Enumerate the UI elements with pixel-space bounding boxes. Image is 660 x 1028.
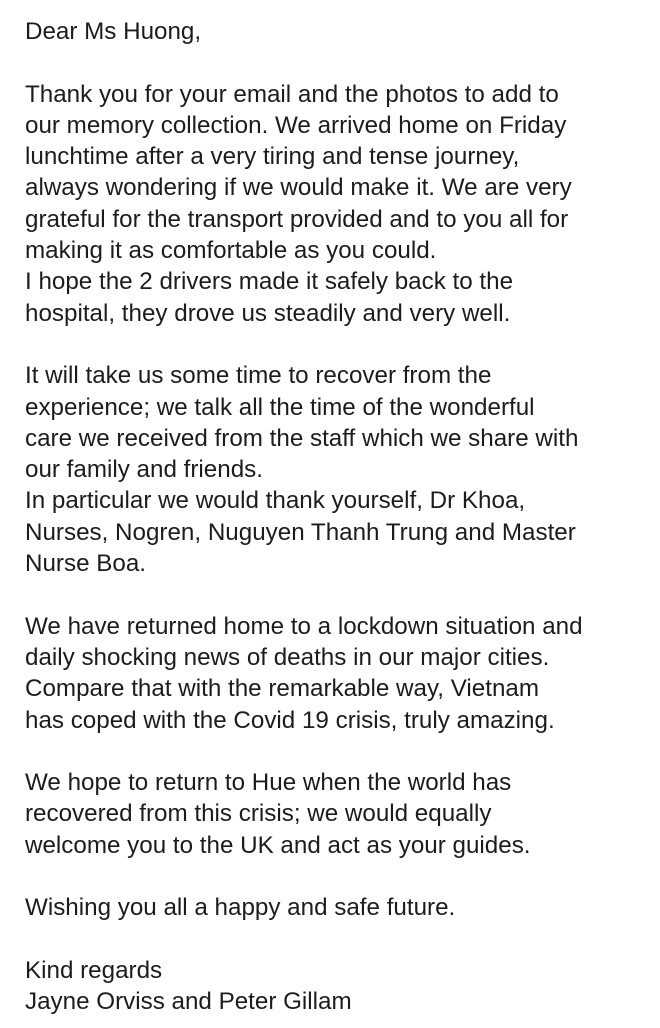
paragraph-gap [25,47,655,78]
text-line: welcome you to the UK and act as your guides. [25,831,531,859]
text-line: Nurses, Nogren, Nuguyen Thanh Trung and Master [25,518,576,546]
paragraph-lockdown [25,611,655,736]
text-line: lunchtime after a very tiring and tense journey, [25,143,520,171]
text-line: We have returned home to a lockdown situation and [25,612,583,640]
text-line: Wishing you all a happy and safe future. [25,894,456,922]
text-line: In particular we would thank yourself, Dr Khoa, [25,487,526,515]
text-line: grateful for the transport provided and to you all for [25,205,569,233]
paragraph-return [25,767,655,861]
text-line: our family and friends. [25,456,263,484]
paragraph-gap [25,924,655,955]
paragraph-gap [25,861,655,892]
signature: Jayne Orviss and Peter Gillam [25,988,352,1016]
text-line: making it as comfortable as you could. [25,237,437,265]
paragraph-recovery [25,360,655,579]
text-line: We hope to return to Hue when the world has [25,769,512,797]
text-line: Thank you for your email and the photos to add to [25,80,559,108]
text-line: Compare that with the remarkable way, Vietnam [25,675,539,703]
text-line: always wondering if we would make it. We are very [25,174,572,202]
paragraph-thanks [25,79,655,329]
paragraph-gap [25,579,655,610]
text-line: I hope the 2 drivers made it safely back to the [25,268,514,296]
paragraph-wishes [25,892,655,923]
text-line: It will take us some time to recover from the [25,362,492,390]
text-line: has coped with the Covid 19 crisis, truly amazing. [25,706,555,734]
text-line: our memory collection. We arrived home on Friday [25,111,567,139]
paragraph-gap [25,736,655,767]
text-line: care we received from the staff which we share with [25,424,579,452]
letter-body [25,16,655,1018]
text-line: Nurse Boa. [25,550,146,578]
greeting: Dear Ms Huong, [25,18,202,45]
text-line: daily shocking news of deaths in our major cities. [25,643,550,671]
paragraph-gap [25,329,655,360]
text-line: experience; we talk all the time of the wonderful [25,393,535,421]
text-line: hospital, they drove us steadily and very well. [25,299,511,327]
closing: Kind regards [25,956,163,984]
text-line: recovered from this crisis; we would equally [25,800,492,828]
